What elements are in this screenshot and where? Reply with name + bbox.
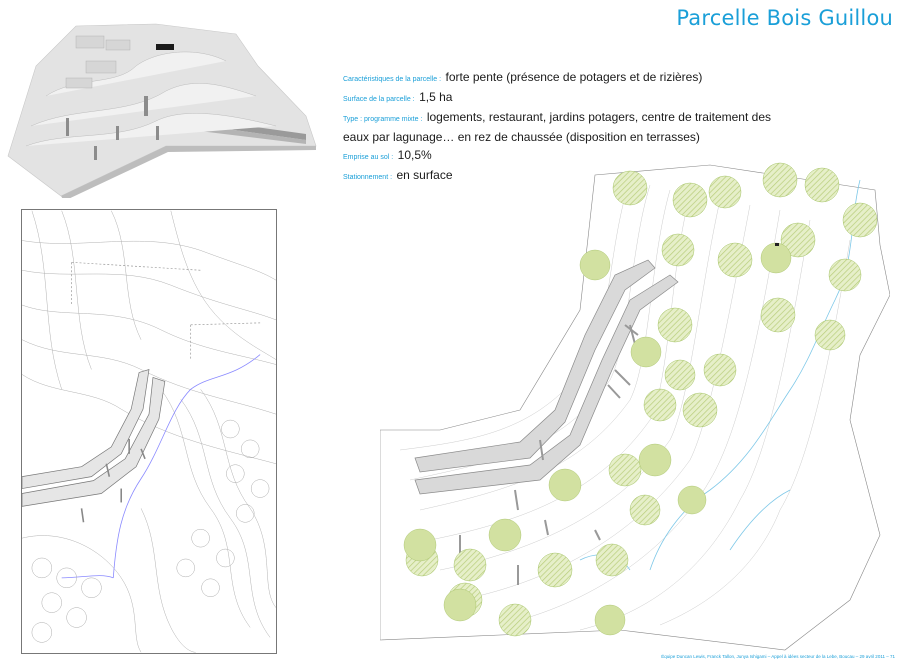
info-characteristics: Caractéristiques de la parcelle : forte pente (présence de potagers et de rizières) [343, 70, 703, 84]
site-3d-model [6, 6, 324, 198]
info-parking: Stationnement : en surface [343, 168, 453, 182]
info-type: Type : programme mixte : logements, restaurant, jardins potagers, centre de traitement des eaux par lagunage… en rez de chaussée (disposition en terrasses) [343, 110, 771, 144]
info-surface: Surface de la parcelle : 1,5 ha [343, 90, 453, 104]
page-title: Parcelle Bois Guillou [676, 6, 893, 30]
topographic-plan [21, 209, 277, 654]
landscape-plan [380, 160, 890, 655]
footer-credits: Équipe Duncan Lewis, Franck Tallon, Junya Ishigami – Appel à idées secteur de la Lebe, Boucau – 29 avril 2011 – 71 [661, 654, 895, 659]
info-footprint: Emprise au sol : 10,5% [343, 148, 432, 162]
